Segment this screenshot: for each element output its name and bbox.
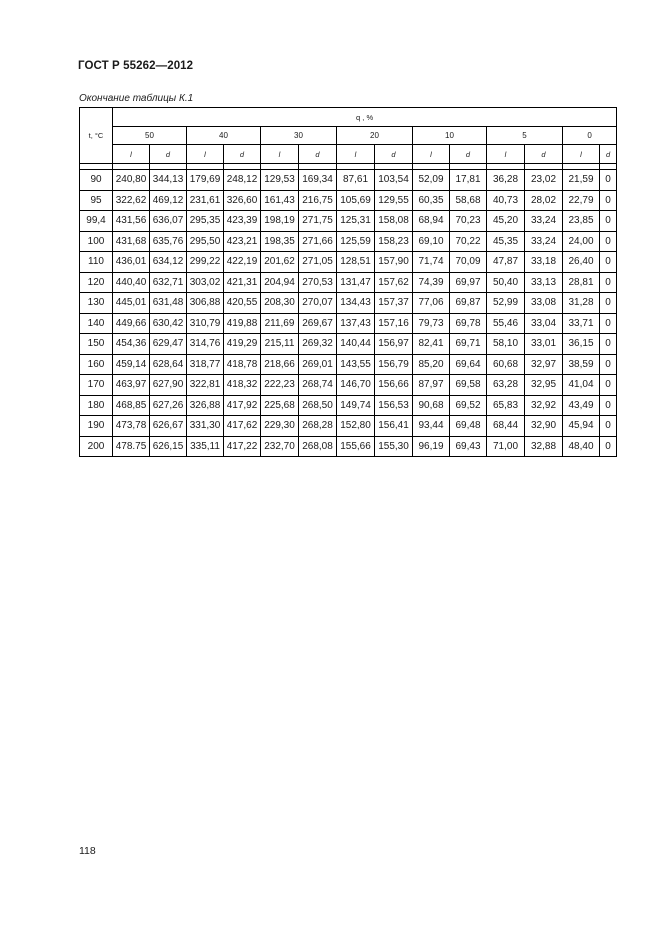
value-cell: 69,64 bbox=[450, 354, 487, 375]
value-cell: 33,08 bbox=[525, 293, 563, 314]
value-cell: 231,61 bbox=[187, 190, 224, 211]
value-cell: 454,36 bbox=[113, 334, 150, 355]
value-cell: 60,35 bbox=[413, 190, 450, 211]
value-cell: 0 bbox=[600, 211, 617, 232]
table-body bbox=[80, 164, 617, 457]
value-cell: 268,28 bbox=[299, 416, 337, 437]
table-row bbox=[80, 375, 617, 396]
value-cell: 0 bbox=[600, 375, 617, 396]
value-cell: 32,90 bbox=[525, 416, 563, 437]
value-cell: 331,30 bbox=[187, 416, 224, 437]
value-cell: 440,40 bbox=[113, 272, 150, 293]
value-cell: 0 bbox=[600, 293, 617, 314]
value-cell: 627,26 bbox=[150, 395, 187, 416]
value-cell: 69,78 bbox=[450, 313, 487, 334]
temperature-cell: 160 bbox=[80, 354, 113, 375]
value-cell: 87,97 bbox=[413, 375, 450, 396]
subheader-d: d bbox=[375, 145, 413, 164]
value-cell: 129,53 bbox=[261, 170, 299, 191]
temperature-cell: 95 bbox=[80, 190, 113, 211]
concentration-header: 5 bbox=[487, 127, 563, 145]
table-row bbox=[80, 354, 617, 375]
value-cell: 36,15 bbox=[563, 334, 600, 355]
value-cell: 70,23 bbox=[450, 211, 487, 232]
value-cell: 105,69 bbox=[337, 190, 375, 211]
temperature-cell: 170 bbox=[80, 375, 113, 396]
table-row bbox=[80, 416, 617, 437]
value-cell: 156,97 bbox=[375, 334, 413, 355]
subheader-l: l bbox=[187, 145, 224, 164]
value-cell: 303,02 bbox=[187, 272, 224, 293]
concentration-header: 30 bbox=[261, 127, 337, 145]
subheader-d: d bbox=[150, 145, 187, 164]
temperature-cell: 100 bbox=[80, 231, 113, 252]
value-cell: 326,60 bbox=[224, 190, 261, 211]
value-cell: 198,35 bbox=[261, 231, 299, 252]
value-cell: 158,23 bbox=[375, 231, 413, 252]
value-cell: 125,59 bbox=[337, 231, 375, 252]
value-cell: 140,44 bbox=[337, 334, 375, 355]
value-cell: 158,08 bbox=[375, 211, 413, 232]
value-cell: 152,80 bbox=[337, 416, 375, 437]
table-caption: Окончание таблицы К.1 bbox=[79, 93, 194, 104]
temperature-cell: 180 bbox=[80, 395, 113, 416]
value-cell: 218,66 bbox=[261, 354, 299, 375]
temperature-cell: 150 bbox=[80, 334, 113, 355]
value-cell: 68,94 bbox=[413, 211, 450, 232]
value-cell: 74,39 bbox=[413, 272, 450, 293]
value-cell: 270,53 bbox=[299, 272, 337, 293]
value-cell: 310,79 bbox=[187, 313, 224, 334]
value-cell: 146,70 bbox=[337, 375, 375, 396]
value-cell: 423,21 bbox=[224, 231, 261, 252]
value-cell: 26,40 bbox=[563, 252, 600, 273]
value-cell: 157,90 bbox=[375, 252, 413, 273]
value-cell: 156,66 bbox=[375, 375, 413, 396]
data-table bbox=[79, 107, 617, 457]
table-row bbox=[80, 395, 617, 416]
value-cell: 268,74 bbox=[299, 375, 337, 396]
value-cell: 417,62 bbox=[224, 416, 261, 437]
subheader-l: l bbox=[413, 145, 450, 164]
subheader-d: d bbox=[224, 145, 261, 164]
concentration-header: 10 bbox=[413, 127, 487, 145]
value-cell: 33,71 bbox=[563, 313, 600, 334]
value-cell: 229,30 bbox=[261, 416, 299, 437]
value-cell: 473,78 bbox=[113, 416, 150, 437]
concentration-header: 0 bbox=[563, 127, 617, 145]
value-cell: 28,81 bbox=[563, 272, 600, 293]
value-cell: 436,01 bbox=[113, 252, 150, 273]
value-cell: 155,30 bbox=[375, 436, 413, 457]
value-cell: 149,74 bbox=[337, 395, 375, 416]
value-cell: 0 bbox=[600, 354, 617, 375]
value-cell: 419,29 bbox=[224, 334, 261, 355]
value-cell: 82,41 bbox=[413, 334, 450, 355]
value-cell: 60,68 bbox=[487, 354, 525, 375]
value-cell: 70,22 bbox=[450, 231, 487, 252]
value-cell: 627,90 bbox=[150, 375, 187, 396]
value-cell: 271,05 bbox=[299, 252, 337, 273]
subheader-l: l bbox=[337, 145, 375, 164]
value-cell: 157,16 bbox=[375, 313, 413, 334]
value-cell: 204,94 bbox=[261, 272, 299, 293]
table-row bbox=[80, 190, 617, 211]
value-cell: 96,19 bbox=[413, 436, 450, 457]
value-cell: 418,78 bbox=[224, 354, 261, 375]
value-cell: 271,75 bbox=[299, 211, 337, 232]
value-cell: 268,08 bbox=[299, 436, 337, 457]
value-cell: 431,68 bbox=[113, 231, 150, 252]
value-cell: 248,12 bbox=[224, 170, 261, 191]
value-cell: 270,07 bbox=[299, 293, 337, 314]
value-cell: 23,85 bbox=[563, 211, 600, 232]
value-cell: 41,04 bbox=[563, 375, 600, 396]
concentration-header: 20 bbox=[337, 127, 413, 145]
value-cell: 90,68 bbox=[413, 395, 450, 416]
value-cell: 125,31 bbox=[337, 211, 375, 232]
value-cell: 45,94 bbox=[563, 416, 600, 437]
value-cell: 69,58 bbox=[450, 375, 487, 396]
value-cell: 295,35 bbox=[187, 211, 224, 232]
value-cell: 269,01 bbox=[299, 354, 337, 375]
value-cell: 269,67 bbox=[299, 313, 337, 334]
table-row bbox=[80, 231, 617, 252]
value-cell: 0 bbox=[600, 231, 617, 252]
value-cell: 21,59 bbox=[563, 170, 600, 191]
value-cell: 69,48 bbox=[450, 416, 487, 437]
value-cell: 156,53 bbox=[375, 395, 413, 416]
value-cell: 216,75 bbox=[299, 190, 337, 211]
value-cell: 314,76 bbox=[187, 334, 224, 355]
value-cell: 68,44 bbox=[487, 416, 525, 437]
value-cell: 157,62 bbox=[375, 272, 413, 293]
value-cell: 17,81 bbox=[450, 170, 487, 191]
subheader-l: l bbox=[261, 145, 299, 164]
value-cell: 0 bbox=[600, 334, 617, 355]
value-cell: 0 bbox=[600, 170, 617, 191]
value-cell: 134,43 bbox=[337, 293, 375, 314]
value-cell: 295,50 bbox=[187, 231, 224, 252]
value-cell: 632,71 bbox=[150, 272, 187, 293]
value-cell: 38,59 bbox=[563, 354, 600, 375]
value-cell: 85,20 bbox=[413, 354, 450, 375]
value-cell: 48,40 bbox=[563, 436, 600, 457]
value-cell: 0 bbox=[600, 436, 617, 457]
value-cell: 157,37 bbox=[375, 293, 413, 314]
table-row bbox=[80, 252, 617, 273]
temperature-cell: 99,4 bbox=[80, 211, 113, 232]
value-cell: 268,50 bbox=[299, 395, 337, 416]
subheader-d: d bbox=[525, 145, 563, 164]
value-cell: 43,49 bbox=[563, 395, 600, 416]
value-cell: 299,22 bbox=[187, 252, 224, 273]
subheader-l: l bbox=[487, 145, 525, 164]
value-cell: 70,09 bbox=[450, 252, 487, 273]
value-cell: 306,88 bbox=[187, 293, 224, 314]
value-cell: 55,46 bbox=[487, 313, 525, 334]
value-cell: 635,76 bbox=[150, 231, 187, 252]
value-cell: 32,97 bbox=[525, 354, 563, 375]
value-cell: 32,95 bbox=[525, 375, 563, 396]
value-cell: 69,10 bbox=[413, 231, 450, 252]
value-cell: 23,02 bbox=[525, 170, 563, 191]
header-temperature: t, °C bbox=[80, 108, 113, 164]
value-cell: 478.75 bbox=[113, 436, 150, 457]
value-cell: 318,77 bbox=[187, 354, 224, 375]
table-row bbox=[80, 211, 617, 232]
value-cell: 32,92 bbox=[525, 395, 563, 416]
value-cell: 431,56 bbox=[113, 211, 150, 232]
value-cell: 52,09 bbox=[413, 170, 450, 191]
temperature-cell: 190 bbox=[80, 416, 113, 437]
ld-header-row bbox=[80, 145, 617, 164]
value-cell: 161,43 bbox=[261, 190, 299, 211]
value-cell: 33,04 bbox=[525, 313, 563, 334]
value-cell: 32,88 bbox=[525, 436, 563, 457]
subheader-d: d bbox=[600, 145, 617, 164]
document-header: ГОСТ Р 55262—2012 bbox=[78, 60, 194, 72]
value-cell: 208,30 bbox=[261, 293, 299, 314]
value-cell: 417,92 bbox=[224, 395, 261, 416]
temperature-cell: 90 bbox=[80, 170, 113, 191]
value-cell: 58,10 bbox=[487, 334, 525, 355]
subheader-d: d bbox=[450, 145, 487, 164]
value-cell: 71,74 bbox=[413, 252, 450, 273]
value-cell: 137,43 bbox=[337, 313, 375, 334]
value-cell: 33,13 bbox=[525, 272, 563, 293]
value-cell: 69,87 bbox=[450, 293, 487, 314]
value-cell: 52,99 bbox=[487, 293, 525, 314]
value-cell: 22,79 bbox=[563, 190, 600, 211]
value-cell: 0 bbox=[600, 416, 617, 437]
value-cell: 201,62 bbox=[261, 252, 299, 273]
value-cell: 423,39 bbox=[224, 211, 261, 232]
value-cell: 417,22 bbox=[224, 436, 261, 457]
value-cell: 271,66 bbox=[299, 231, 337, 252]
value-cell: 58,68 bbox=[450, 190, 487, 211]
value-cell: 459,14 bbox=[113, 354, 150, 375]
table-row bbox=[80, 272, 617, 293]
value-cell: 69,97 bbox=[450, 272, 487, 293]
value-cell: 93,44 bbox=[413, 416, 450, 437]
value-cell: 79,73 bbox=[413, 313, 450, 334]
subheader-d: d bbox=[299, 145, 337, 164]
value-cell: 422,19 bbox=[224, 252, 261, 273]
value-cell: 198,19 bbox=[261, 211, 299, 232]
value-cell: 628,64 bbox=[150, 354, 187, 375]
value-cell: 69,71 bbox=[450, 334, 487, 355]
subheader-l: l bbox=[563, 145, 600, 164]
temperature-cell: 140 bbox=[80, 313, 113, 334]
value-cell: 634,12 bbox=[150, 252, 187, 273]
value-cell: 33,24 bbox=[525, 211, 563, 232]
concentration-header: 50 bbox=[113, 127, 187, 145]
value-cell: 631,48 bbox=[150, 293, 187, 314]
page-number: 118 bbox=[79, 845, 96, 857]
value-cell: 269,32 bbox=[299, 334, 337, 355]
value-cell: 28,02 bbox=[525, 190, 563, 211]
value-cell: 225,68 bbox=[261, 395, 299, 416]
value-cell: 449,66 bbox=[113, 313, 150, 334]
value-cell: 69,52 bbox=[450, 395, 487, 416]
value-cell: 469,12 bbox=[150, 190, 187, 211]
value-cell: 326,88 bbox=[187, 395, 224, 416]
value-cell: 169,34 bbox=[299, 170, 337, 191]
value-cell: 626,15 bbox=[150, 436, 187, 457]
value-cell: 0 bbox=[600, 252, 617, 273]
value-cell: 445,01 bbox=[113, 293, 150, 314]
table-row bbox=[80, 334, 617, 355]
value-cell: 71,00 bbox=[487, 436, 525, 457]
value-cell: 36,28 bbox=[487, 170, 525, 191]
table-row bbox=[80, 436, 617, 457]
value-cell: 50,40 bbox=[487, 272, 525, 293]
value-cell: 47,87 bbox=[487, 252, 525, 273]
table-row bbox=[80, 293, 617, 314]
value-cell: 155,66 bbox=[337, 436, 375, 457]
table-row bbox=[80, 313, 617, 334]
value-cell: 418,32 bbox=[224, 375, 261, 396]
value-cell: 45,35 bbox=[487, 231, 525, 252]
temperature-cell: 120 bbox=[80, 272, 113, 293]
value-cell: 626,67 bbox=[150, 416, 187, 437]
value-cell: 419,88 bbox=[224, 313, 261, 334]
value-cell: 33,18 bbox=[525, 252, 563, 273]
value-cell: 463,97 bbox=[113, 375, 150, 396]
value-cell: 77,06 bbox=[413, 293, 450, 314]
value-cell: 63,28 bbox=[487, 375, 525, 396]
value-cell: 179,69 bbox=[187, 170, 224, 191]
value-cell: 87,61 bbox=[337, 170, 375, 191]
value-cell: 33,24 bbox=[525, 231, 563, 252]
value-cell: 40,73 bbox=[487, 190, 525, 211]
table-row bbox=[80, 170, 617, 191]
header-concentration-group: q , % bbox=[113, 108, 617, 127]
value-cell: 128,51 bbox=[337, 252, 375, 273]
value-cell: 103,54 bbox=[375, 170, 413, 191]
value-cell: 0 bbox=[600, 313, 617, 334]
value-cell: 24,00 bbox=[563, 231, 600, 252]
value-cell: 420,55 bbox=[224, 293, 261, 314]
value-cell: 131,47 bbox=[337, 272, 375, 293]
value-cell: 630,42 bbox=[150, 313, 187, 334]
value-cell: 421,31 bbox=[224, 272, 261, 293]
value-cell: 344,13 bbox=[150, 170, 187, 191]
value-cell: 33,01 bbox=[525, 334, 563, 355]
value-cell: 0 bbox=[600, 395, 617, 416]
value-cell: 335,11 bbox=[187, 436, 224, 457]
concentration-header-row bbox=[80, 127, 617, 145]
value-cell: 129,55 bbox=[375, 190, 413, 211]
value-cell: 468,85 bbox=[113, 395, 150, 416]
value-cell: 0 bbox=[600, 272, 617, 293]
value-cell: 156,79 bbox=[375, 354, 413, 375]
value-cell: 240,80 bbox=[113, 170, 150, 191]
value-cell: 211,69 bbox=[261, 313, 299, 334]
value-cell: 156,41 bbox=[375, 416, 413, 437]
value-cell: 222,23 bbox=[261, 375, 299, 396]
temperature-cell: 130 bbox=[80, 293, 113, 314]
value-cell: 0 bbox=[600, 190, 617, 211]
value-cell: 45,20 bbox=[487, 211, 525, 232]
temperature-cell: 200 bbox=[80, 436, 113, 457]
value-cell: 322,81 bbox=[187, 375, 224, 396]
value-cell: 65,83 bbox=[487, 395, 525, 416]
subheader-l: l bbox=[113, 145, 150, 164]
temperature-cell: 110 bbox=[80, 252, 113, 273]
value-cell: 636,07 bbox=[150, 211, 187, 232]
value-cell: 215,11 bbox=[261, 334, 299, 355]
value-cell: 629,47 bbox=[150, 334, 187, 355]
value-cell: 69,43 bbox=[450, 436, 487, 457]
value-cell: 31,28 bbox=[563, 293, 600, 314]
value-cell: 232,70 bbox=[261, 436, 299, 457]
value-cell: 322,62 bbox=[113, 190, 150, 211]
value-cell: 143,55 bbox=[337, 354, 375, 375]
concentration-header: 40 bbox=[187, 127, 261, 145]
